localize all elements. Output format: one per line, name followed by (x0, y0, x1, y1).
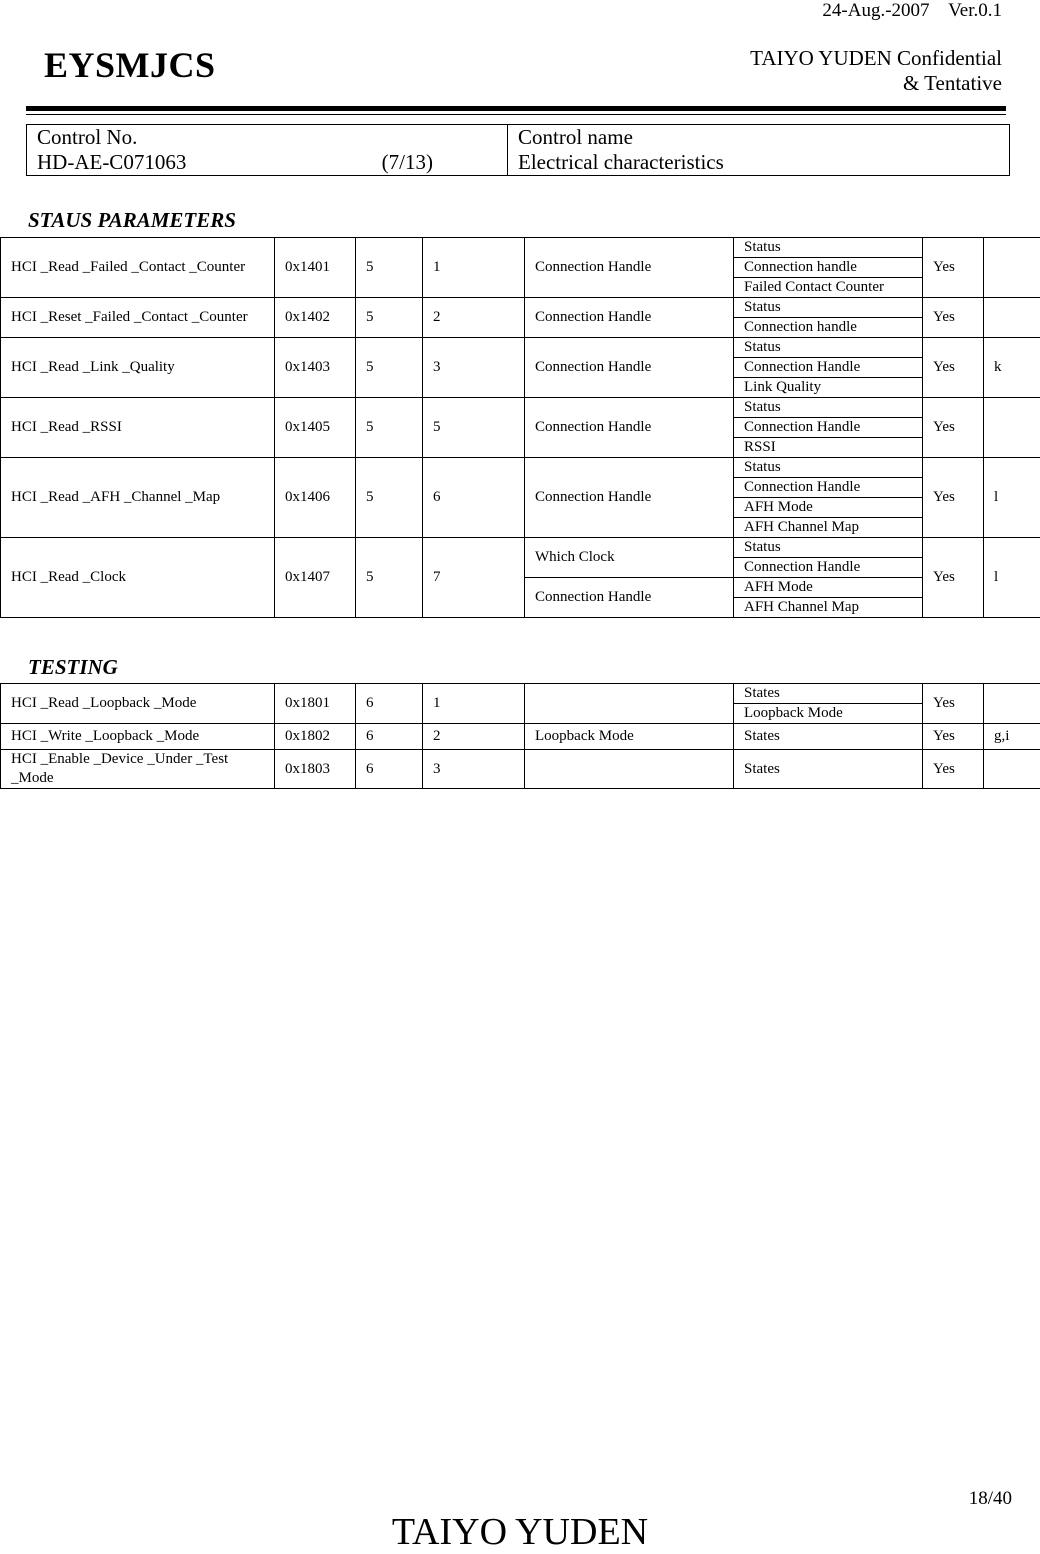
control-no-cell (27, 125, 508, 176)
return-parameter-cell: Connection handle (734, 258, 923, 278)
note-cell: g,i (984, 724, 1040, 750)
parameter-cell (525, 684, 734, 724)
section-title-testing: TESTING (28, 655, 118, 680)
ocf-cell: 3 (423, 338, 525, 398)
parameter-cell (525, 750, 734, 789)
ocf-cell: 3 (423, 750, 525, 789)
parameter-cell: Loopback Mode (525, 724, 734, 750)
date-version: 24-Aug.-2007 Ver.0.1 (822, 0, 1002, 22)
control-page-ref: (7/13) (382, 150, 433, 175)
command-name-cell: HCI _Reset _Failed _Contact _Counter (1, 298, 275, 338)
return-parameter-cell: Status (734, 538, 923, 558)
return-parameter-cell: Loopback Mode (734, 704, 923, 724)
return-parameter-cell: Status (734, 338, 923, 358)
page-number: 18/40 (969, 1488, 1012, 1510)
event-cell: Yes (923, 538, 984, 618)
company-logo-text: EYSMJCS (44, 44, 216, 86)
note-cell (984, 298, 1040, 338)
opcode-cell: 0x1405 (275, 398, 356, 458)
parameter-cell: Connection Handle (525, 458, 734, 538)
command-name-cell: HCI _Write _Loopback _Mode (1, 724, 275, 750)
event-cell: Yes (923, 750, 984, 789)
event-cell: Yes (923, 724, 984, 750)
parameter-cell: Connection Handle (525, 578, 734, 618)
return-parameter-cell: AFH Channel Map (734, 518, 923, 538)
note-cell: l (984, 538, 1040, 618)
return-parameter-cell: Link Quality (734, 378, 923, 398)
ocf-cell: 6 (423, 458, 525, 538)
opcode-cell: 0x1401 (275, 238, 356, 298)
opcode-cell: 0x1403 (275, 338, 356, 398)
header-rule-thin (26, 114, 1006, 115)
ocf-cell: 2 (423, 724, 525, 750)
control-no-label: Control No. (37, 125, 507, 150)
note-cell (984, 398, 1040, 458)
control-no-value: HD-AE-C071063 (37, 150, 186, 175)
return-parameter-cell: AFH Mode (734, 578, 923, 598)
event-cell: Yes (923, 238, 984, 298)
opcode-cell: 0x1803 (275, 750, 356, 789)
opcode-cell: 0x1406 (275, 458, 356, 538)
status-parameters-table (0, 237, 1040, 618)
return-parameter-cell: Status (734, 458, 923, 478)
return-parameter-cell: Connection Handle (734, 418, 923, 438)
ogf-cell: 5 (356, 458, 423, 538)
control-info-table (26, 124, 1010, 176)
event-cell: Yes (923, 458, 984, 538)
return-parameter-cell: Status (734, 238, 923, 258)
return-parameter-cell: RSSI (734, 438, 923, 458)
ogf-cell: 5 (356, 298, 423, 338)
table-row (1, 458, 1040, 478)
ocf-cell: 7 (423, 538, 525, 618)
ogf-cell: 6 (356, 724, 423, 750)
ocf-cell: 2 (423, 298, 525, 338)
command-name-cell: HCI _Read _Link _Quality (1, 338, 275, 398)
parameter-cell: Connection Handle (525, 338, 734, 398)
opcode-cell: 0x1802 (275, 724, 356, 750)
parameter-cell: Connection Handle (525, 298, 734, 338)
note-cell: k (984, 338, 1040, 398)
control-name-value: Electrical characteristics (518, 150, 1009, 175)
return-parameter-cell: Connection handle (734, 318, 923, 338)
testing-table (0, 683, 1040, 789)
footer-company: TAIYO YUDEN (0, 1510, 1040, 1554)
return-parameter-cell: Failed Contact Counter (734, 278, 923, 298)
note-cell: l (984, 458, 1040, 538)
event-cell: Yes (923, 398, 984, 458)
control-name-cell (508, 125, 1010, 176)
parameter-cell: Connection Handle (525, 238, 734, 298)
opcode-cell: 0x1407 (275, 538, 356, 618)
confidential-line-1: TAIYO YUDEN Confidential (750, 46, 1002, 71)
return-parameter-cell: States (734, 684, 923, 704)
ogf-cell: 5 (356, 238, 423, 298)
ocf-cell: 1 (423, 684, 525, 724)
opcode-cell: 0x1402 (275, 298, 356, 338)
event-cell: Yes (923, 684, 984, 724)
parameter-cell: Which Clock (525, 538, 734, 578)
section-title-status: STAUS PARAMETERS (28, 208, 236, 233)
return-parameter-cell: AFH Channel Map (734, 598, 923, 618)
command-name-cell: HCI _Read _RSSI (1, 398, 275, 458)
return-parameter-cell: States (734, 750, 923, 789)
confidential-line-2: & Tentative (750, 71, 1002, 96)
command-name-cell: HCI _Read _Clock (1, 538, 275, 618)
return-parameter-cell: Connection Handle (734, 558, 923, 578)
return-parameter-cell: Status (734, 298, 923, 318)
table-row (1, 398, 1040, 418)
table-row (1, 684, 1040, 704)
event-cell: Yes (923, 298, 984, 338)
command-name-cell: HCI _Read _Failed _Contact _Counter (1, 238, 275, 298)
return-parameter-cell: Status (734, 398, 923, 418)
ogf-cell: 5 (356, 338, 423, 398)
note-cell (984, 238, 1040, 298)
event-cell: Yes (923, 338, 984, 398)
confidentiality-notice (750, 46, 1002, 96)
table-row (1, 298, 1040, 318)
opcode-cell: 0x1801 (275, 684, 356, 724)
table-row (1, 538, 1040, 558)
command-name-cell: HCI _Read _AFH _Channel _Map (1, 458, 275, 538)
note-cell (984, 684, 1040, 724)
ogf-cell: 6 (356, 684, 423, 724)
return-parameter-cell: Connection Handle (734, 358, 923, 378)
control-name-label: Control name (518, 125, 1009, 150)
note-cell (984, 750, 1040, 789)
ogf-cell: 5 (356, 538, 423, 618)
ogf-cell: 6 (356, 750, 423, 789)
header-rule-thick (26, 106, 1006, 111)
table-row (1, 238, 1040, 258)
return-parameter-cell: Connection Handle (734, 478, 923, 498)
table-row (1, 724, 1040, 750)
table-row (1, 750, 1040, 789)
return-parameter-cell: AFH Mode (734, 498, 923, 518)
ocf-cell: 5 (423, 398, 525, 458)
parameter-cell: Connection Handle (525, 398, 734, 458)
ogf-cell: 5 (356, 398, 423, 458)
return-parameter-cell: States (734, 724, 923, 750)
ocf-cell: 1 (423, 238, 525, 298)
command-name-cell: HCI _Read _Loopback _Mode (1, 684, 275, 724)
table-row (1, 338, 1040, 358)
command-name-cell: HCI _Enable _Device _Under _Test _Mode (1, 750, 275, 789)
